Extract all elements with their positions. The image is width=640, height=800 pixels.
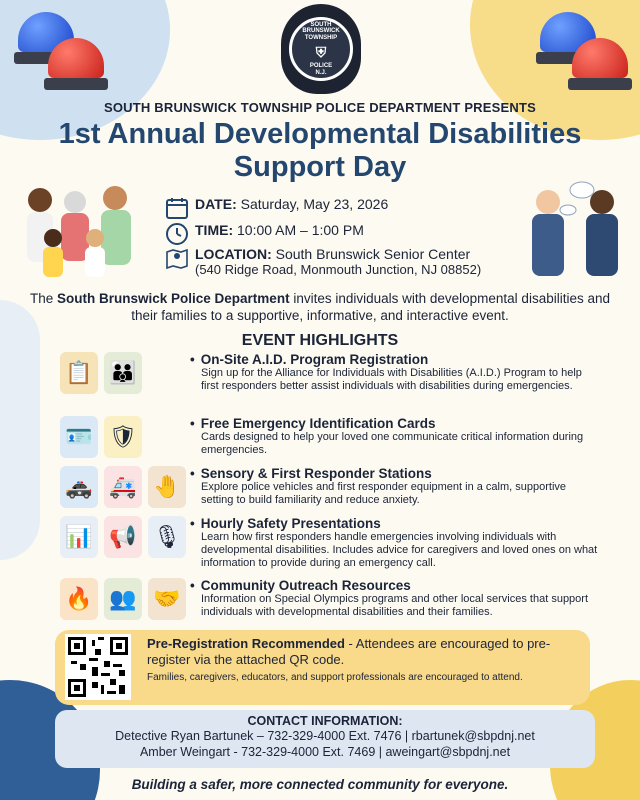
contact-box [55, 710, 595, 768]
contact-heading: CONTACT INFORMATION: [247, 714, 403, 728]
prereg-main-text: - Attendees are encouraged to pre-register via the attached QR code. [147, 636, 551, 667]
pre-registration-box [55, 630, 590, 705]
torch-icon: 🔥 [60, 578, 98, 620]
highlights-heading: EVENT HIGHLIGHTS [241, 332, 399, 349]
intro-paragraph [30, 290, 610, 324]
red-siren-icon [48, 38, 108, 90]
highlight-title: • Community Outreach Resources [190, 578, 600, 593]
map-pin-icon [165, 246, 189, 270]
badge-text-top: SOUTH BRUNSWICK TOWNSHIP [302, 21, 340, 41]
highlight-desc: Sign up for the Alliance for Individuals with Disabilities (A.I.D.) Program to help first responders better assist individuals with disabilities during emergencies. [201, 367, 582, 392]
qr-code-icon [68, 637, 128, 697]
intro-org: South Brunswick Police Department [57, 291, 290, 306]
shield-check-icon: 🛡 [104, 416, 142, 458]
date-label: DATE: [195, 196, 237, 212]
hands-icon: 🤚 [148, 466, 186, 508]
presents-line: SOUTH BRUNSWICK TOWNSHIP POLICE DEPARTMENT PRESENTS [103, 100, 536, 115]
highlight-title: • Sensory & First Responder Stations [190, 466, 600, 481]
shield-icon: ⛨ [315, 43, 327, 60]
time-label: TIME: [195, 222, 234, 238]
highlight-desc: Information on Special Olympics programs and other local services that support individuals with developmental disabilities and their families. [201, 593, 589, 618]
location-value: South Brunswick Senior Center [275, 246, 471, 262]
intro-prefix: The [30, 291, 58, 306]
footer-tagline: Building a safer, more connected community for everyone. [131, 777, 509, 792]
badge-text-bottom: N.J. [315, 69, 327, 76]
highlight-item [60, 578, 600, 628]
highlight-item [60, 516, 600, 578]
highlight-item [60, 466, 600, 516]
event-date [165, 196, 535, 220]
id-card-icon: 🪪 [60, 416, 98, 458]
highlight-desc: Explore police vehicles and first responder equipment in a calm, supportive setting to build familiarity and reduce anxiety. [201, 481, 567, 506]
clipboard-icon: 📋 [60, 352, 98, 394]
event-time [165, 222, 535, 246]
intro-rest: invites individuals with developmental disabilities and their families to a supportive, informative, and interactive event. [131, 291, 610, 323]
event-location [165, 246, 535, 277]
community-icon: 👥 [104, 578, 142, 620]
contact-line-2: Amber Weingart - 732-329-4000 Ext. 7469 | aweingart@sbpdnj.net [139, 745, 511, 759]
prereg-sub-text: Families, caregivers, educators, and support professionals are encouraged to attend. [147, 672, 523, 683]
ambulance-icon: 🚑 [104, 466, 142, 508]
location-address: (540 Ridge Road, Monmouth Junction, NJ 08852) [195, 262, 482, 277]
highlight-title: • Free Emergency Identification Cards [190, 416, 600, 431]
highlight-item [60, 416, 600, 466]
page-title: 1st Annual Developmental Disabilities Support Day [58, 118, 582, 183]
family-icon: 👪 [104, 352, 142, 394]
presentation-icon: 📊 [60, 516, 98, 558]
time-value: 10:00 AM – 1:00 PM [237, 222, 364, 238]
megaphone-icon: 📢 [104, 516, 142, 558]
highlight-item [60, 352, 600, 412]
highlight-title: • Hourly Safety Presentations [190, 516, 600, 531]
family-illustration [15, 180, 145, 280]
badge-text-middle: POLICE [309, 62, 333, 69]
date-value: Saturday, May 23, 2026 [240, 196, 389, 212]
microphone-icon: 🎙 [148, 516, 186, 558]
prereg-heading: Pre-Registration Recommended [147, 636, 345, 651]
red-siren-icon [572, 38, 632, 90]
highlight-title: • On-Site A.I.D. Program Registration [190, 352, 600, 367]
highlight-desc: Cards designed to help your loved one communicate critical information during emergencies. [201, 431, 584, 456]
clock-icon [165, 222, 189, 246]
highlight-desc: Learn how first responders handle emergencies involving individuals with developmental disabilities. Includes advice for caregivers and loved ones on what information to provide during an emergency call. [201, 531, 598, 569]
officers-illustration [520, 180, 630, 280]
qr-code[interactable] [65, 634, 131, 700]
handshake-icon: 🤝 [148, 578, 186, 620]
calendar-icon [165, 196, 189, 220]
location-label: LOCATION: [195, 246, 272, 262]
police-badge-logo [281, 4, 361, 94]
contact-line-1: Detective Ryan Bartunek – 732-329-4000 Ext. 7476 | rbartunek@sbpdnj.net [115, 729, 535, 743]
police-car-icon: 🚓 [60, 466, 98, 508]
